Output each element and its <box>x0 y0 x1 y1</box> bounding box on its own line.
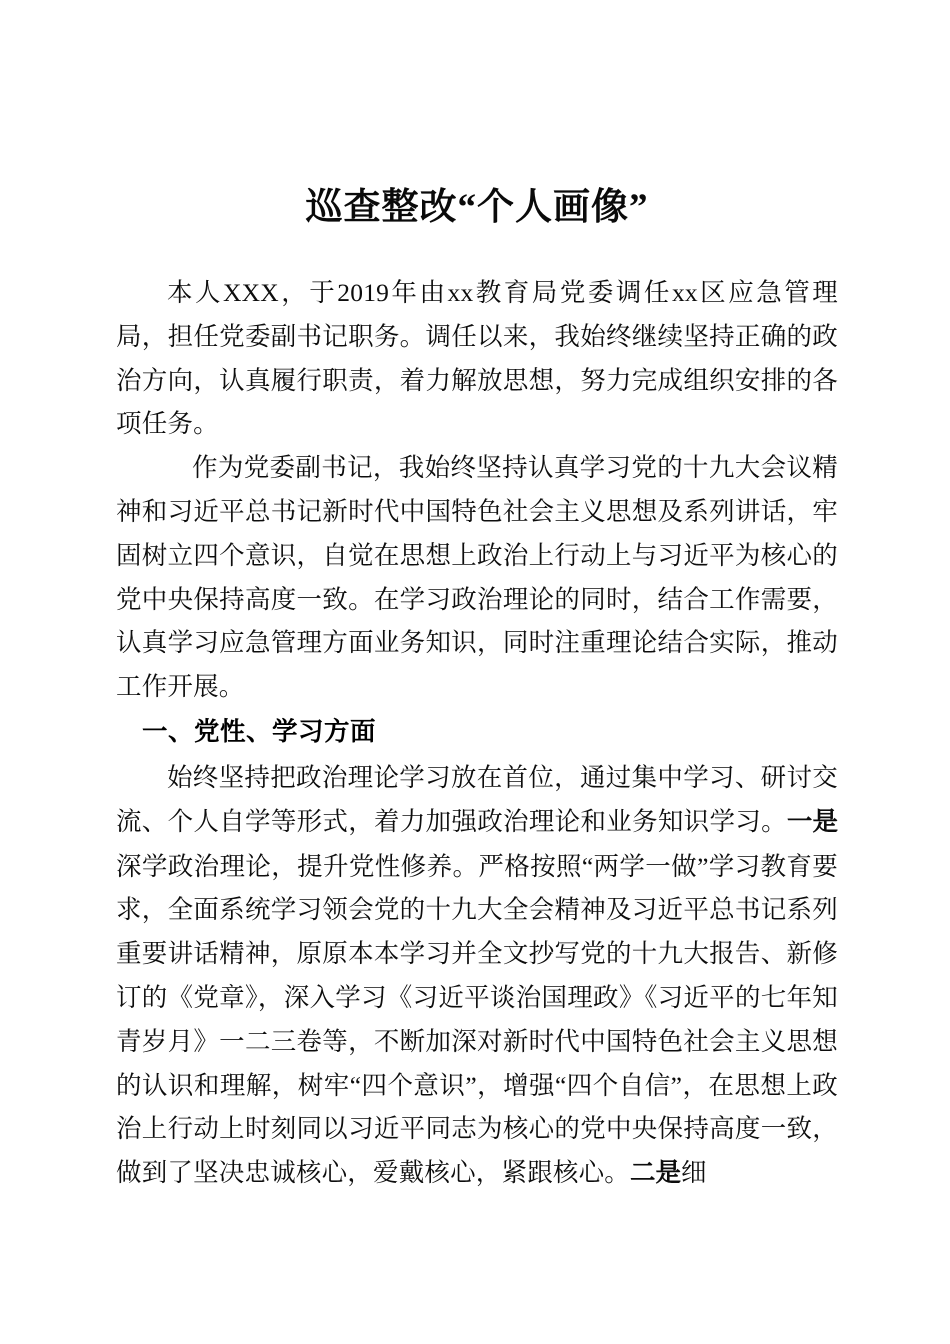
section-1-point-2-text: 细 <box>681 1158 707 1188</box>
section-1-point-2-label: 二是 <box>630 1158 682 1189</box>
section-1-point-1-text: 深学政治理论，提升党性修养。严格按照“两学一做”学习教育要求，全面系统学习领会党的十九大全会精神及习近平总书记系列重要讲话精神，原原本本学习并全文抄写党的十九大报告、新修订的《党章》，深入学习《习近平谈治国理政》《习近平的七年知青岁月》一二三卷等，不断加深对新时代中国特色社会主义思想的认识和理解，树牢“四个意识”，增强“四个自信”，在思想上政治上行动上时刻同以习近平同志为核心的党中央保持高度一致，做到了坚决忠诚核心，爱戴核心，紧跟核心。 <box>116 851 838 1188</box>
section-heading-1: 一、党性、学习方面 <box>142 716 377 747</box>
page-title: 巡查整改“个人画像” <box>305 187 649 228</box>
section-1-point-1-label: 一是 <box>786 806 838 837</box>
paragraph-study: 作为党委副书记，我始终坚持认真学习党的十九大会议精神和习近平总书记新时代中国特色社会主义思想及系列讲话，牢固树立四个意识，自觉在思想上政治上行动上与习近平为核心的党中央保持高度一致。在学习政治理论的同时，结合工作需要，认真学习应急管理方面业务知识，同时注重理论结合实际，推动工作开展。 <box>116 453 838 702</box>
document-body <box>116 0 838 1196</box>
paragraph-section-1 <box>116 756 838 1196</box>
paragraph-intro: 本人XXX，于2019年由xx教育局党委调任xx区应急管理局，担任党委副书记职务。调任以来，我始终继续坚持正确的政治方向，认真履行职责，着力解放思想，努力完成组织安排的各项任务。 <box>116 278 839 439</box>
section-1-lead: 始终坚持把政治理论学习放在首位，通过集中学习、研讨交流、个人自学等形式，着力加强政治理论和业务知识学习。 <box>116 762 838 836</box>
